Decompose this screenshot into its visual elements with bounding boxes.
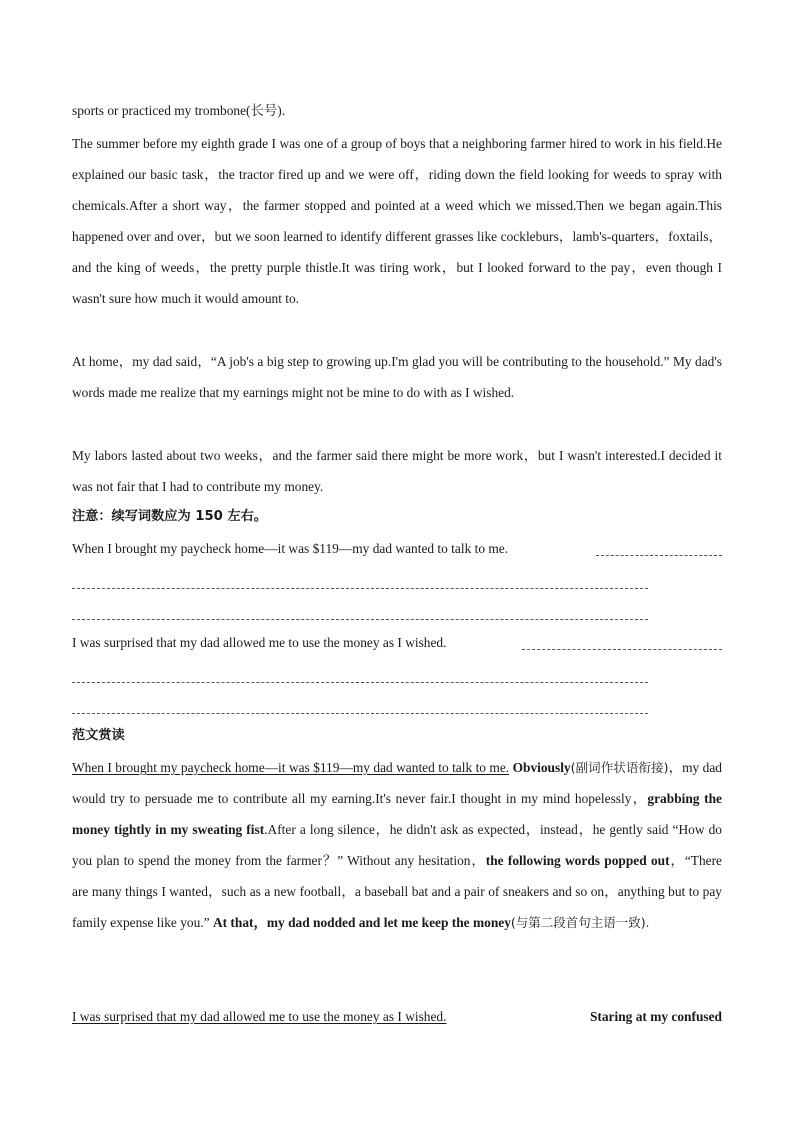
prompt-2: I was surprised that my dad allowed me to use the money as I wished. xyxy=(72,635,447,650)
story-line-0: sports or practiced my trombone(长号). xyxy=(72,103,286,118)
story-paragraph-3: My labors lasted about two weeks，and the farmer said there might be more work，but I wasn't interested.I decided it was not fair that I had to contribute my money. xyxy=(72,448,722,494)
model-essay-heading: 范文赏读 xyxy=(72,728,125,743)
model-text: ，“There are many things I wanted，such as a new football，a baseball bat and a pair of sneakers and so on，anything but to pay family expense like you.” xyxy=(72,853,723,930)
answer-line[interactable] xyxy=(72,588,648,589)
answer-line[interactable] xyxy=(72,619,648,620)
answer-line[interactable] xyxy=(72,713,648,714)
model-lead-sentence: When I brought my paycheck home—it was $119—my dad wanted to talk to me. xyxy=(72,760,510,775)
annotation-note: (副词作状语衔接) xyxy=(570,760,669,775)
model-text: ，my dad would try to persuade me to contribute all my earning.It's never fair.I thought in my mind hopelessly， xyxy=(72,760,722,806)
prompt-1: When I brought my paycheck home—it was $119—my dad wanted to talk to me. xyxy=(72,541,509,556)
answer-line[interactable] xyxy=(72,682,648,683)
answer-line[interactable] xyxy=(522,649,722,650)
answer-line[interactable] xyxy=(596,555,722,556)
annotation-note: (与第二段首句主语一致) xyxy=(510,915,646,930)
model-lead-sentence-2: I was surprised that my dad allowed me to use the money as I wished. xyxy=(72,1009,447,1024)
highlight-phrase: Obviously xyxy=(512,760,571,775)
model-text: . xyxy=(645,915,650,930)
model-paragraph-1 xyxy=(72,752,722,938)
story-paragraph-1: The summer before my eighth grade I was one of a group of boys that a neighboring farmer hired to work in his field.He explained our basic task，the tractor fired up and we were off，riding down the field looking for weeds to spray with chemicals.After a short way，the farmer stopped and pointed at a weed which we missed.Then we began again.This happened over and over，but we soon learned to identify different grasses like cockleburs，lamb's-quarters，foxtails，and the king of weeds，the pretty purple thistle.It was tiring work，but I looked forward to the pay，even though I wasn't sure how much it would amount to. xyxy=(72,136,722,306)
model-paragraph-2 xyxy=(72,1007,722,1027)
highlight-phrase: At that，my dad nodded and let me keep the money xyxy=(212,915,511,930)
model-text: .After a long silence，he didn't ask as expected，instead，he gently said “How do you plan to spend the money from the farmer？” Without any hesitation， xyxy=(72,822,722,868)
highlight-phrase: Staring at my confused xyxy=(589,1009,722,1024)
highlight-phrase: the following words popped out xyxy=(485,853,670,868)
highlight-phrase: grabbing the money tightly in my sweating fist xyxy=(72,791,722,837)
story-paragraph-2: At home，my dad said，“A job's a big step to growing up.I'm glad you will be contributing to the household.” My dad's words made me realize that my earnings might not be mine to do with as I wished. xyxy=(72,354,722,400)
word-count-note: 注意：续写词数应为 150 左右。 xyxy=(72,509,267,524)
